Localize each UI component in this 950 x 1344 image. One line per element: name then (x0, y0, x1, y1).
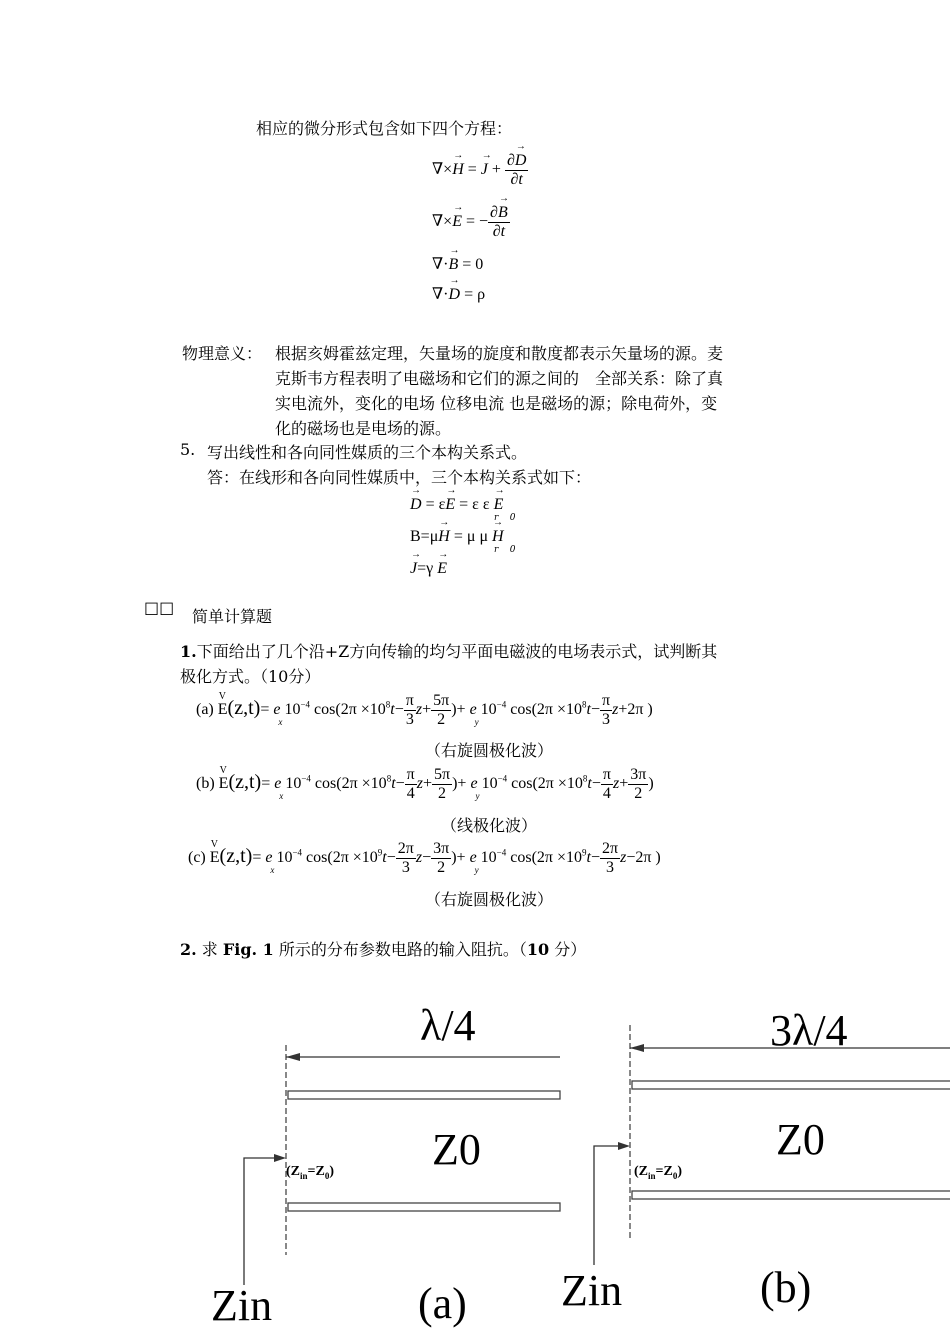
case-c-equation: (c) V E(z,t)= e x $10^{-4}$ $\cos(2\pi \times 10^9t-$ $\frac{2\pi}{3}$ z− $\frac{3\pi}{2}$ )+ e y $10^{-4}$ $\cos(2\pi \times 10^9t-$ $\frac{2\pi}{3}$ z−2π ) (188, 838, 661, 876)
section-marker: □□ (144, 598, 175, 617)
physics-line-1: 根据亥姆霍兹定理，矢量场的旋度和散度都表示矢量场的源。麦 (275, 344, 724, 363)
q2-text: 2. 求 Fig. 1 所示的分布参数电路的输入阻抗。（10 分） (180, 940, 587, 959)
physics-line-3: 实电流外，变化的电场 位移电流 也是磁场的源；除电荷外，变 (275, 394, 718, 413)
intro-text: 相应的微分形式包含如下四个方程： (256, 119, 513, 138)
fig-b-zin-label: Zin (561, 1266, 623, 1315)
q5-question: 写出线性和各向同性媒质的三个本构关系式。 (207, 443, 528, 462)
fig-b-caption: (b) (760, 1263, 812, 1312)
fig-b-zin-note: $(Z_{in}=Z_0)$ (634, 1164, 683, 1181)
fig-b-length-label: 3λ/4 (770, 1006, 848, 1055)
q5-answer: 答：在线形和各向同性媒质中，三个本构关系式如下： (207, 468, 592, 487)
fig-a-zin-note: $(Z_{in}=Z_0)$ (286, 1164, 335, 1181)
fig-a-caption: (a) (418, 1279, 467, 1328)
q5-number: 5. (180, 440, 196, 459)
fig-a-zin-label: Zin (211, 1281, 273, 1330)
case-c-answer: （右旋圆极化波） (425, 890, 554, 909)
fig-a-transmission-line (230, 1040, 570, 1300)
q1-line-2: 极化方式。（10分） (180, 667, 321, 686)
physics-line-4: 化的磁场也是电场的源。 (275, 419, 452, 438)
rel1-subscripts: r 0 (494, 513, 516, 523)
case-b-answer: （线极化波） (441, 816, 538, 835)
maxwell-eq-3: ∇·→ B = 0 (432, 254, 483, 274)
fig-a-length-label: λ/4 (420, 1001, 476, 1050)
maxwell-eq-4: ∇·→ D = ρ (432, 284, 485, 304)
physics-line-2: 克斯韦方程表明了电磁场和它们的源之间的 全部关系：除了真 (275, 369, 724, 388)
fig-b-transmission-line (580, 1020, 950, 1270)
rel2-subscripts: r 0 (494, 545, 516, 555)
case-b-equation: (b) V E(z,t)= e x $10^{-4}$ $\cos(2\pi \times 10^8t-$ $\frac{\pi}{4}$ z+ $\frac{5\pi}{2}$ )+ e y $10^{-4}$ $\cos(2\pi \times 10^8t-$ $\frac{\pi}{4}$ z+ $\frac{3\pi}{2}$ ) (196, 764, 654, 802)
case-a-equation: (a) V E(z,t)= e x $10^{-4}$ $\cos(2\pi \times 10^8t-$ $\frac{\pi}{3}$ z+ $\frac{5\pi}{2}$ )+ e y $10^{-4}$ $\cos(2\pi \times 10^8t-$ $\frac{\pi}{3}$ z+2π ) (196, 690, 653, 728)
constitutive-rel-1: → D = ε→ E = ε ε → E (410, 496, 503, 514)
fig-b-z0-label: Z0 (776, 1115, 825, 1164)
case-a-answer: （右旋圆极化波） (425, 741, 554, 760)
q1-line-1: 1.下面给出了几个沿+Z方向传输的均匀平面电磁波的电场表示式，试判断其 (180, 642, 718, 661)
maxwell-eq-2: ∇×→ E = − $\frac{\partial\to B}{\partial t}$ (432, 204, 510, 240)
fig-a-z0-label: Z0 (432, 1125, 481, 1174)
section-title: 简单计算题 (192, 607, 273, 626)
physics-label: 物理意义： (182, 344, 263, 363)
constitutive-rel-2: B=μ→ H = μ μ → H (410, 528, 504, 546)
constitutive-rel-3: → J=γ → E (410, 560, 447, 578)
maxwell-eq-1: ∇×→ H = → J + $\frac{\partial\to D}{\partial t}$ (432, 152, 528, 188)
